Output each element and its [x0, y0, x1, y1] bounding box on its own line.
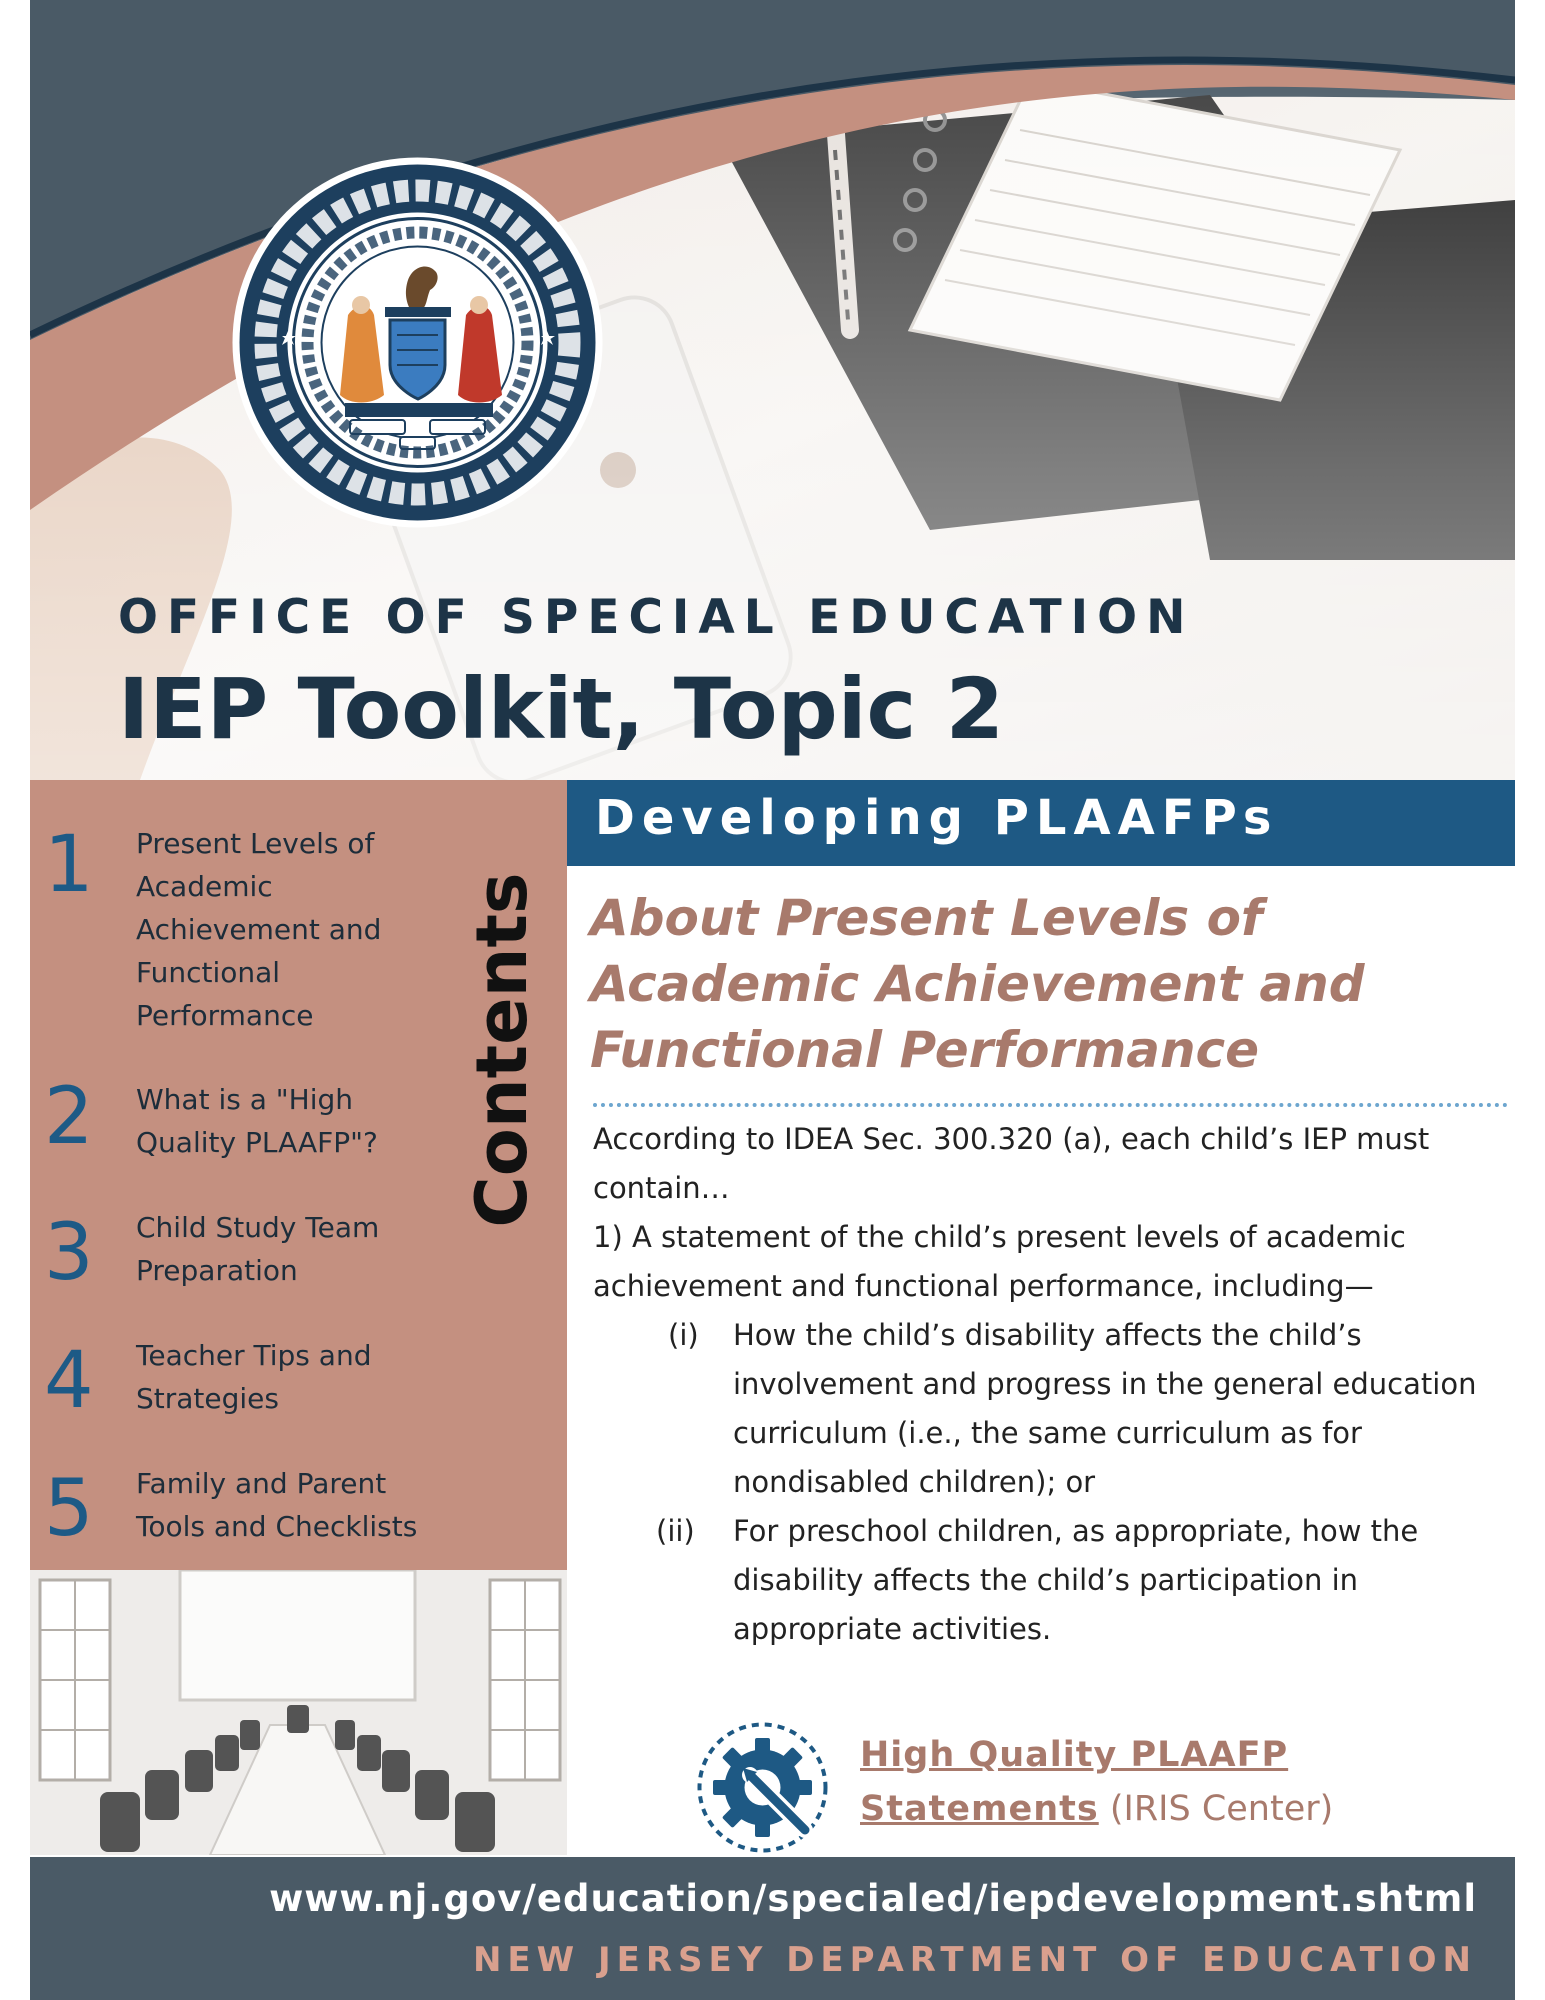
requirement-item-i [593, 1311, 1513, 1507]
dotted-divider [593, 1103, 1508, 1107]
footer-department: NEW JERSEY DEPARTMENT OF EDUCATION [472, 1940, 1477, 1980]
item-marker: (ii) [656, 1514, 695, 1548]
footer-url[interactable]: www.nj.gov/education/specialed/iepdevelopment.shtml [269, 1877, 1477, 1920]
contents-number: 1 [44, 820, 94, 910]
footer [30, 1857, 1515, 2000]
contents-label: Family and Parent Tools and Checklists [136, 1467, 418, 1543]
contents-number: 5 [44, 1464, 94, 1554]
section-banner-title: Developing PLAAFPs [595, 790, 1279, 846]
contents-label: What is a "High Quality PLAAFP"? [136, 1083, 378, 1159]
item-text: For preschool children, as appropriate, how the disability affects the child’s participation in appropriate activities. [733, 1514, 1419, 1646]
requirement-item-ii [593, 1507, 1513, 1654]
section-banner [567, 780, 1515, 866]
flyer-page [30, 0, 1515, 2000]
contents-number: 4 [44, 1336, 94, 1426]
contents-label: Present Levels of Academic Achievement and Functional Performance [136, 827, 382, 1032]
resource-link-block [860, 1728, 1500, 1836]
page-title: IEP Toolkit, Topic 2 [118, 660, 1005, 758]
nj-department-of-education-seal [230, 155, 605, 530]
contents-number: 2 [44, 1072, 94, 1162]
contents-heading: Contents [461, 872, 543, 1228]
section-heading: About Present Levels of Academic Achievement and Functional Performance [590, 889, 1365, 1079]
contents-number: 3 [44, 1208, 94, 1298]
statement-text: 1) A statement of the child’s present levels of academic achievement and functional performance, including— [593, 1220, 1406, 1303]
plaafp-statements-link[interactable]: High Quality PLAAFP Statements [860, 1735, 1289, 1829]
contents-label: Child Study Team Preparation [136, 1211, 380, 1287]
link-source: (IRIS Center) [1109, 1789, 1334, 1829]
contents-label: Teacher Tips and Strategies [136, 1339, 372, 1415]
boardroom-photo [30, 1570, 567, 1855]
gear-pencil-icon [695, 1720, 830, 1855]
intro-text: According to IDEA Sec. 300.320 (a), each child’s IEP must contain… [593, 1122, 1430, 1205]
header-band [30, 0, 1515, 780]
item-text: How the child’s disability affects the child’s involvement and progress in the general education curriculum (i.e., the same curriculum as for nondisabled children); or [733, 1318, 1477, 1499]
idea-excerpt [593, 1115, 1513, 1654]
item-marker: (i) [668, 1318, 699, 1352]
office-name: OFFICE OF SPECIAL EDUCATION [118, 590, 1195, 645]
